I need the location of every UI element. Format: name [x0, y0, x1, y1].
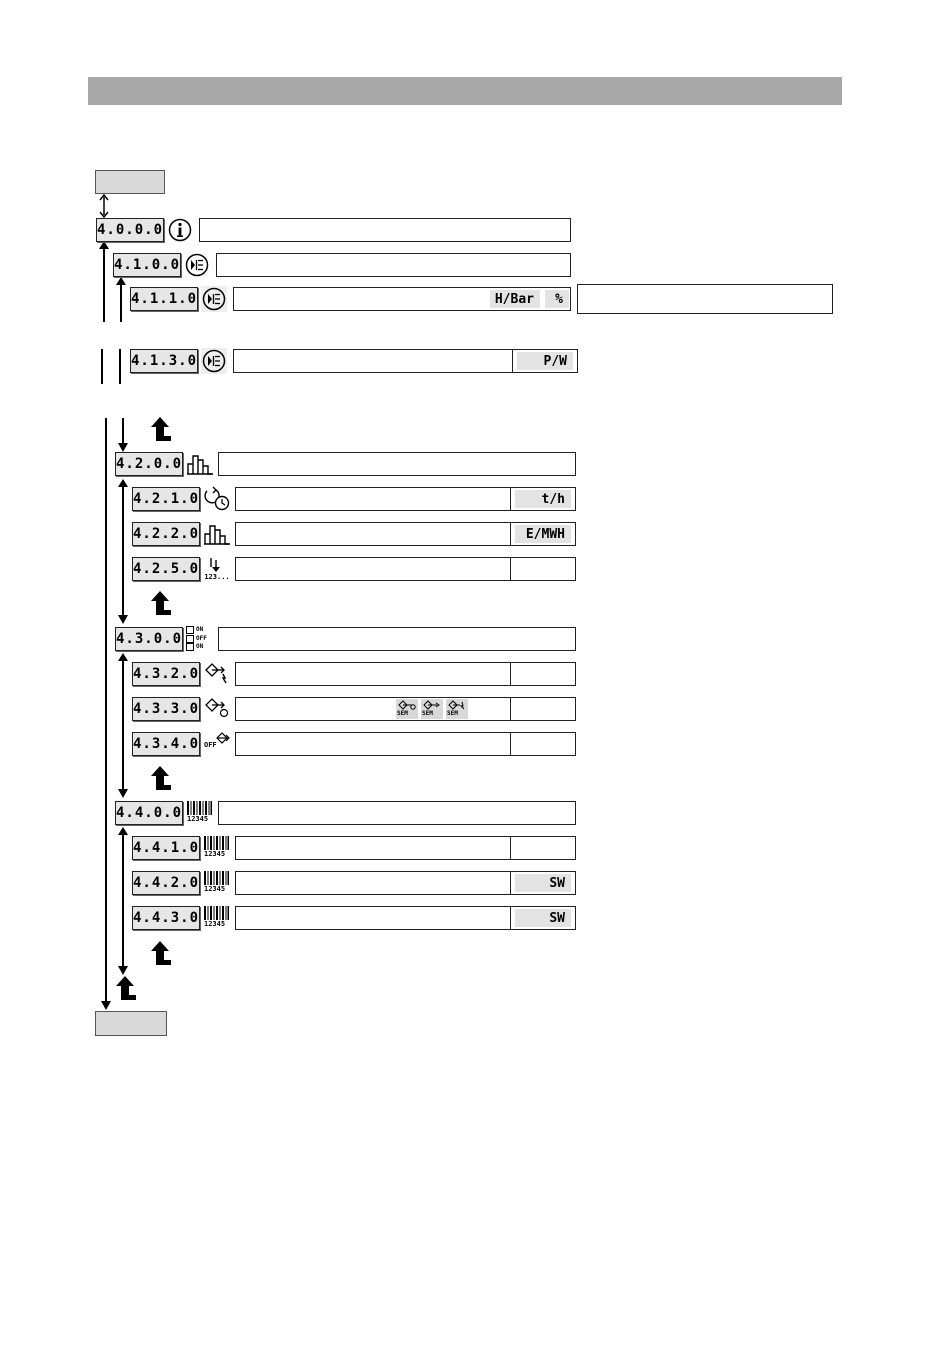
sem-label: SEM: [422, 710, 433, 717]
connector-line: [103, 244, 105, 322]
previous-menu-box[interactable]: [95, 170, 165, 194]
barcode-label: 12345: [204, 850, 226, 858]
unit-label: t/h: [515, 490, 571, 508]
counter-icon: [203, 555, 231, 583]
connector-line: [120, 280, 122, 322]
menu-code-4340[interactable]: 4.3.4.0: [132, 732, 200, 756]
sem-output-icon: [446, 699, 468, 719]
barcode-icon: [203, 905, 231, 931]
sem-label: SEM: [447, 710, 458, 717]
connector-line: [122, 656, 124, 794]
menu-text-field: [235, 697, 511, 721]
menu-text-field: [235, 836, 511, 860]
return-arrow-icon[interactable]: [150, 765, 172, 791]
double-arrow-icon: [96, 194, 112, 218]
menu-text-field: [235, 487, 511, 511]
menu-text-field: [199, 218, 571, 242]
unit-cell: [510, 662, 576, 686]
arrow-up-icon: [117, 826, 129, 836]
menu-code-4110[interactable]: 4.1.1.0: [130, 287, 198, 311]
menu-code-4100[interactable]: 4.1.0.0: [113, 253, 181, 277]
menu-code-4400[interactable]: 4.4.0.0: [115, 801, 183, 825]
switch-states-icon: [186, 626, 214, 652]
menu-code-4320[interactable]: 4.3.2.0: [132, 662, 200, 686]
sem-output-icon: [396, 699, 418, 719]
switch-state-label: ON: [196, 626, 204, 633]
menu-code-4430[interactable]: 4.4.3.0: [132, 906, 200, 930]
arrow-down-icon: [117, 788, 129, 799]
menu-code-4130[interactable]: 4.1.3.0: [130, 349, 198, 373]
connector-line: [101, 349, 103, 384]
barcode-icon: [203, 870, 231, 896]
return-arrow-icon[interactable]: [150, 940, 172, 966]
menu-text-field: [218, 452, 576, 476]
menu-text-field: [218, 627, 576, 651]
unit-cell: [510, 836, 576, 860]
menu-text-field: [235, 871, 511, 895]
barcode-label: 12345: [204, 920, 226, 928]
barcode-icon: [203, 835, 231, 861]
menu-code-4220[interactable]: 4.2.2.0: [132, 522, 200, 546]
return-arrow-icon[interactable]: [150, 590, 172, 616]
menu-code-4200[interactable]: 4.2.0.0: [115, 452, 183, 476]
menu-code-4410[interactable]: 4.4.1.0: [132, 836, 200, 860]
menu-code-4420[interactable]: 4.4.2.0: [132, 871, 200, 895]
output-signal-icon: [203, 660, 231, 686]
operating-hours-icon: [203, 486, 231, 512]
menu-code-4330[interactable]: 4.3.3.0: [132, 697, 200, 721]
switch-state-label: OFF: [196, 634, 207, 642]
barcode-label: 12345: [204, 885, 226, 893]
barcode-label: 12345: [187, 815, 209, 823]
sem-label: SEM: [397, 710, 408, 717]
unit-label: SW: [515, 874, 571, 892]
return-arrow-icon[interactable]: [115, 975, 137, 1001]
connector-line: [122, 482, 124, 620]
unit-label: H/Bar: [490, 290, 540, 308]
menu-text-field: [216, 253, 571, 277]
side-note-box: [577, 284, 833, 314]
parameter-list-icon: [201, 348, 227, 374]
menu-text-field: [235, 522, 511, 546]
bar-chart-icon: [203, 521, 231, 547]
arrow-down-icon: [117, 614, 129, 625]
output-off-icon: [203, 730, 231, 756]
unit-label: %: [545, 290, 569, 308]
arrow-up-icon: [117, 652, 129, 662]
unit-cell: [510, 697, 576, 721]
info-icon: [167, 217, 193, 243]
parameter-list-icon: [201, 286, 227, 312]
menu-text-field: [235, 906, 511, 930]
unit-cell: [510, 557, 576, 581]
switch-state-label: ON: [196, 643, 204, 650]
menu-text-field: [235, 732, 511, 756]
menu-text-field: [218, 801, 576, 825]
output-timer-icon: [203, 695, 231, 721]
unit-label: SW: [515, 909, 571, 927]
menu-text-field: [235, 557, 511, 581]
menu-text-field: [235, 662, 511, 686]
section-header-bar: [88, 77, 842, 105]
menu-code-4000[interactable]: 4.0.0.0: [96, 218, 164, 242]
arrow-down-icon: [100, 1000, 112, 1011]
menu-code-4300[interactable]: 4.3.0.0: [115, 627, 183, 651]
next-menu-box[interactable]: [95, 1011, 167, 1036]
arrow-up-icon: [117, 478, 129, 488]
menu-text-field: [233, 349, 513, 373]
menu-code-4250[interactable]: 4.2.5.0: [132, 557, 200, 581]
parameter-list-icon: [184, 252, 210, 278]
return-arrow-icon[interactable]: [150, 416, 172, 442]
unit-cell: [510, 732, 576, 756]
off-label: OFF: [204, 741, 217, 749]
connector-line: [105, 418, 107, 1008]
bar-chart-icon: [186, 451, 214, 477]
barcode-icon: [186, 800, 214, 826]
unit-label: E/MWH: [515, 525, 571, 543]
counter-icon-label: 123...: [204, 573, 230, 581]
sem-output-icon: [421, 699, 443, 719]
menu-code-4210[interactable]: 4.2.1.0: [132, 487, 200, 511]
arrow-up-icon: [115, 276, 127, 286]
unit-label: P/W: [517, 352, 573, 370]
connector-line: [122, 830, 124, 972]
connector-line: [119, 349, 121, 384]
